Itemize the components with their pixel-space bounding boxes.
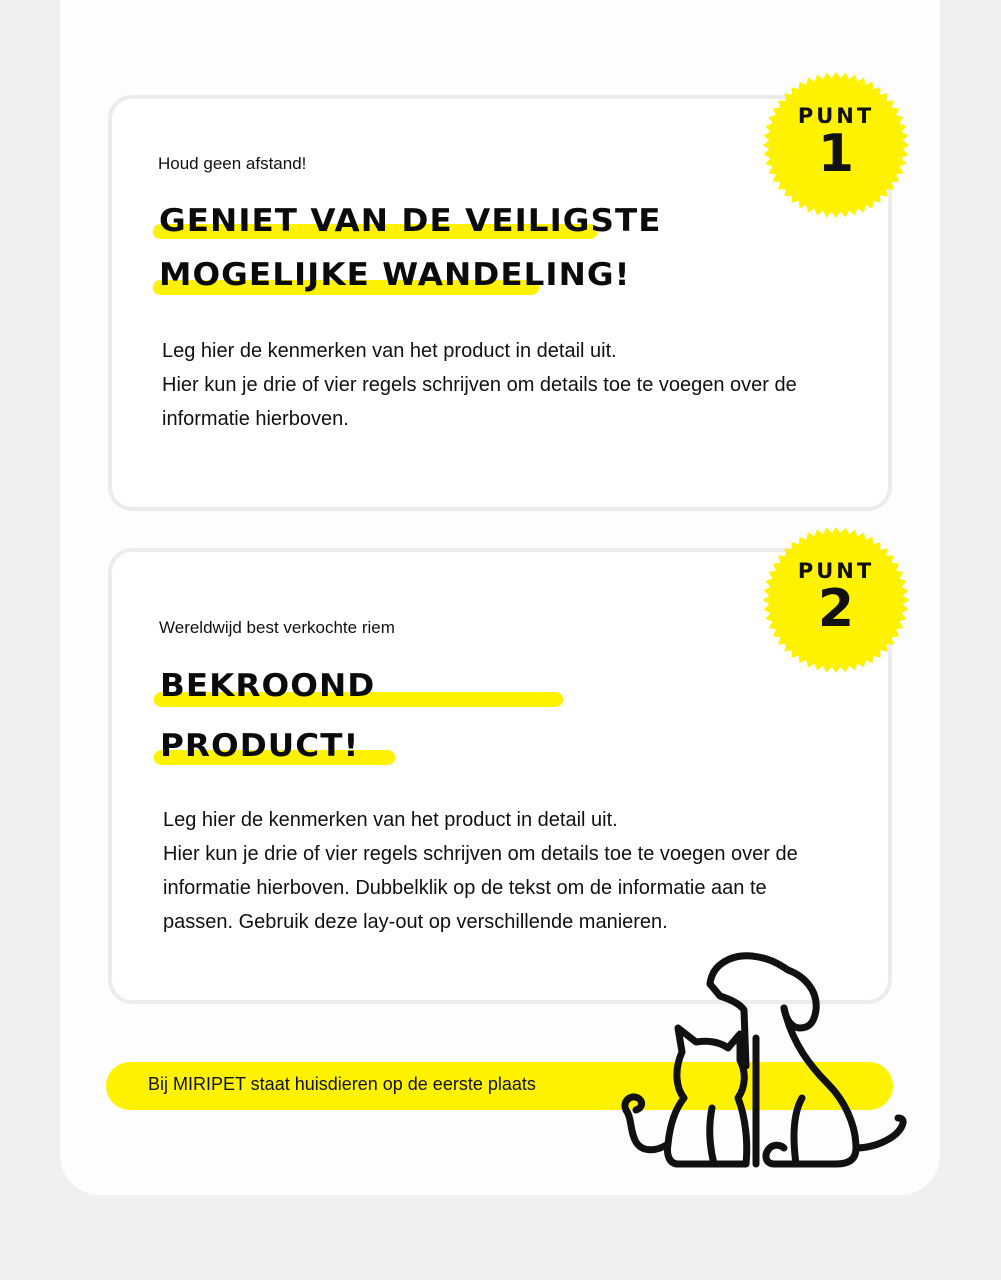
card1-heading-text2: MOGELIJKE WANDELING! [159, 257, 631, 293]
card2-body-line3: informatie hierboven. Dubbelklik op de tekst om de informatie aan te [163, 877, 767, 899]
badge-label: PUNT [797, 104, 875, 128]
badge-label: PUNT [797, 559, 875, 583]
card2-body-line4: passen. Gebruik deze lay-out op verschillende manieren. [163, 911, 668, 933]
card2-heading-line2 [160, 716, 375, 776]
card2-heading-text1: BEKROOND [160, 668, 376, 704]
card1-heading [159, 194, 662, 302]
card2-heading-line1 [160, 656, 375, 716]
card2-heading [160, 656, 375, 776]
card1-body-line3: informatie hierboven. [162, 408, 349, 430]
footer-text: Bij MIRIPET staat huisdieren op de eerste plaats [148, 1074, 536, 1094]
card2-body-line1: Leg hier de kenmerken van het product in detail uit. [163, 809, 618, 831]
card2-eyebrow: Wereldwijd best verkochte riem [159, 618, 395, 637]
card2-heading-text2: PRODUCT! [160, 728, 360, 764]
card2-body [163, 803, 798, 939]
card2-body-line2: Hier kun je drie of vier regels schrijven om details toe te voegen over de [163, 843, 798, 865]
card1-body [162, 334, 797, 436]
card1-heading-line1 [159, 194, 662, 248]
card1-heading-text1: GENIET VAN DE VEILIGSTE [159, 203, 662, 239]
point-badge-1 [763, 72, 909, 218]
card1-body-line1: Leg hier de kenmerken van het product in detail uit. [162, 340, 617, 362]
dog-and-cat-outline-icon [616, 948, 912, 1174]
card1-heading-line2 [159, 248, 662, 302]
point-badge-2 [763, 527, 909, 673]
badge-number: 1 [817, 124, 855, 184]
card1-eyebrow: Houd geen afstand! [158, 154, 307, 173]
badge-number: 2 [817, 579, 855, 639]
card1-body-line2: Hier kun je drie of vier regels schrijven om details toe te voegen over de [162, 374, 797, 396]
